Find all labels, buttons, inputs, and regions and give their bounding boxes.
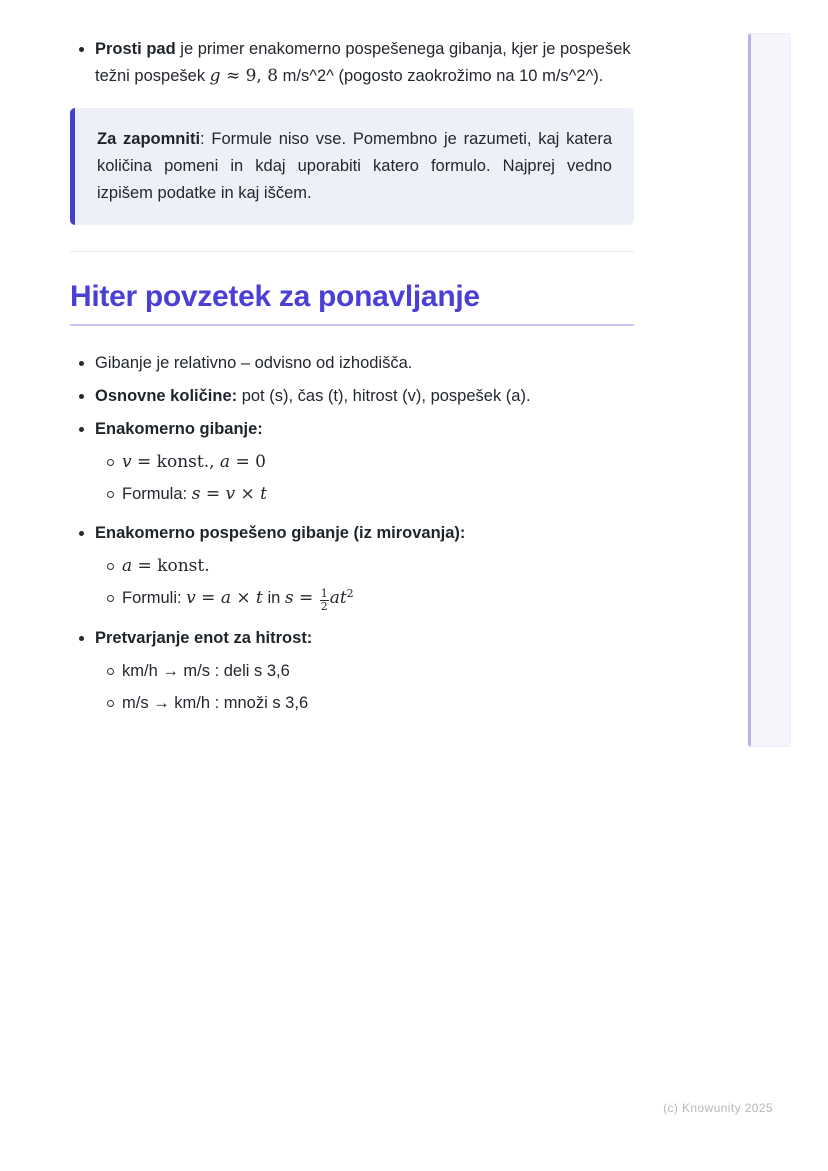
- callout-paragraph: Za zapomniti: Formule niso vse. Pomembno je razumeti, kaj katera količina pomeni in kdaj uporabiti katero formulo. Najprej vedno izpišem podatke in kaj iščem.: [97, 130, 612, 202]
- sub-item-a-konst: [97, 553, 634, 580]
- inline-formula-g: g ≈ 9, 8: [209, 66, 279, 86]
- inline-formula-a-konst: a = konst.: [122, 556, 210, 576]
- bullet-icon: [70, 383, 95, 399]
- inline-formula-s-vt: s = v × t: [191, 484, 267, 504]
- list-item-pretvarjanje-enot: [70, 625, 634, 717]
- intro-bold-lead: Prosti pad: [95, 40, 176, 58]
- circle-bullet-icon: [97, 553, 122, 570]
- circle-bullet-icon: [97, 481, 122, 498]
- intro-list: [70, 36, 634, 90]
- bullet-icon: [70, 36, 95, 52]
- note-callout: [70, 108, 634, 225]
- circle-bullet-icon: [97, 449, 122, 466]
- sub-list: [97, 553, 634, 613]
- circle-bullet-icon: [97, 690, 122, 707]
- sub-list: [97, 658, 634, 717]
- circle-bullet-icon: [97, 585, 122, 602]
- sub-item-v-konst: [97, 449, 634, 476]
- fraction-one-half: $\frac{1}{2}$: [320, 587, 328, 613]
- section-divider: [70, 251, 634, 252]
- sub-item-ms-to-kmh: m/s → km/h : množi s 3,6: [97, 690, 634, 717]
- inline-formula-v-konst: v = konst., a = 0: [122, 452, 266, 472]
- item-bold-lead: Pretvarjanje enot za hitrost:: [95, 629, 313, 647]
- item-bold-lead: Osnovne količine:: [95, 387, 238, 405]
- callout-title: Za zapomniti: [97, 130, 201, 148]
- footer-credit: (c) Knowunity 2025: [663, 1101, 773, 1115]
- sub-item-formula-svt: Formula: s = v × t: [97, 481, 634, 508]
- inline-formula-v-at: v = a × t: [186, 588, 263, 608]
- sub-item-formuli: Formuli: v = a × t in s = $\frac{1}{2}$ $at^2$: [97, 585, 634, 613]
- summary-list: [70, 350, 634, 717]
- list-item-relativno: Gibanje je relativno – odvisno od izhodišča.: [70, 350, 634, 377]
- side-scroll-track[interactable]: [748, 33, 791, 747]
- list-item-enakomerno-gibanje: [70, 416, 634, 508]
- sub-item-kmh-to-ms: km/h → m/s : deli s 3,6: [97, 658, 634, 685]
- list-item-prosti-pad: [70, 36, 634, 90]
- sub-list: [97, 449, 634, 508]
- circle-bullet-icon: [97, 658, 122, 675]
- list-item-osnovne-kolicine: Osnovne količine: pot (s), čas (t), hitrost (v), pospešek (a).: [70, 383, 634, 410]
- intro-text: Prosti pad je primer enakomerno pospešenega gibanja, kjer je pospešek težni pospešek g ≈ 9, 8 m/s^2^ (pogosto zaokrožimo na 10 m/s^2^).: [95, 40, 631, 86]
- item-bold-lead: Enakomerno gibanje:: [95, 420, 263, 438]
- document-content: [70, 36, 634, 729]
- bullet-icon: [70, 625, 95, 641]
- list-item-pospeseno-gibanje: [70, 520, 634, 613]
- bullet-icon: [70, 416, 95, 432]
- bullet-icon: [70, 520, 95, 536]
- bullet-icon: [70, 350, 95, 366]
- inline-formula-s-half-at2: s = $\frac{1}{2}$ $at^2$: [284, 587, 354, 613]
- item-bold-lead: Enakomerno pospešeno gibanje (iz mirovanja):: [95, 524, 466, 542]
- section-heading: Hiter povzetek za ponavljanje: [70, 280, 634, 326]
